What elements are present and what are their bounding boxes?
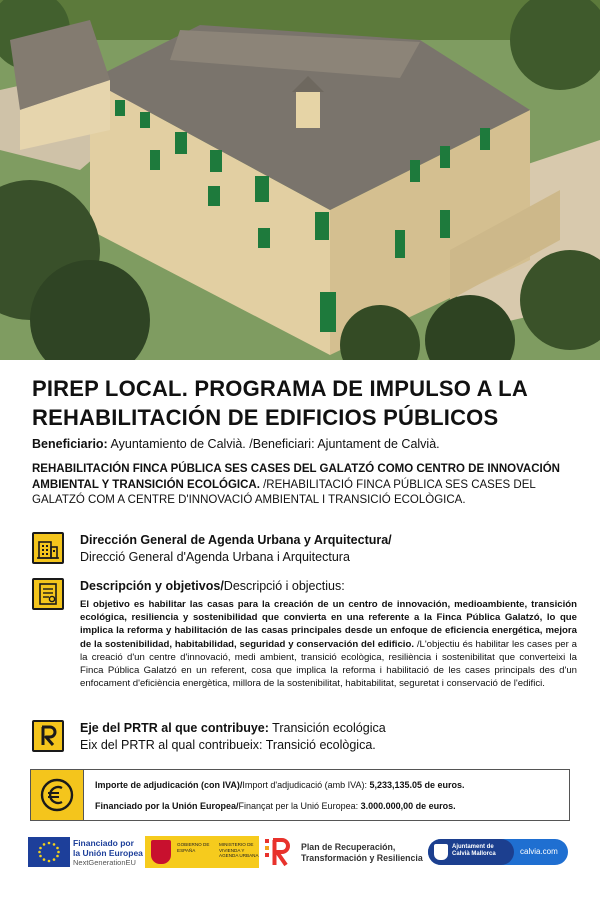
prtr-logo-icon (263, 836, 293, 868)
project-title-catalan: /REHABILITACIÓ FINCA PÚBLICA SES CASES DEL GALATZÓ COM A CENTRE D'INNOVACIÓ AMBIENTAL I TRANSICIÓ ECOLÒGICA. (32, 478, 536, 506)
description-heading-catalan: Descripció i objectius: (223, 579, 345, 593)
direction-catalan: Direcció General d'Agenda Urbana i Arquitectura (80, 550, 350, 564)
aerial-building-illustration (0, 0, 600, 360)
plan-line2: Transformación y Resiliencia (301, 853, 423, 863)
eu-funding-label-catalan: Finançat per la Unió Europea: (238, 801, 361, 811)
gobierno-line2: MINISTERIO DE VIVIENDA Y AGENDA URBANA (219, 842, 259, 858)
calvia-line1: Ajuntament de (452, 844, 494, 850)
prtr-r-icon (32, 720, 64, 752)
beneficiary-label: Beneficiario: (32, 437, 108, 451)
description-text (80, 598, 577, 690)
building-icon (32, 532, 64, 564)
plan-recuperacion-text (301, 842, 423, 864)
description-catalan: /L'objectiu és habilitar les cases per a la creació d'un centre d'innovació, medi ambient, transició ecològica, resiliència i sostenibilitat que converteixi la Finca Pública Galatzó en un referent, cosa que implica la reforma i habilitació de les cases principals des d'un enfocament d'eficiència energètica, millora de la sostenibilitat, habitabilitat, seguretat i conservació de l'edifici. (80, 638, 577, 690)
award-label-catalan: Import d'adjudicació (amb IVA): (242, 780, 370, 790)
prtr-catalan: Eix del PRTR al qual contribueix: Transició ecològica. (80, 738, 376, 752)
funding-box (30, 769, 570, 821)
award-value: 5,233,135.05 de euros. (369, 780, 465, 790)
gobierno-logo (145, 836, 259, 868)
calvia-logo-text (452, 844, 496, 858)
description-heading: Descripción y objetivos/ (80, 579, 224, 593)
calvia-line2: Calvià Mallorca (452, 851, 496, 857)
prtr-section (32, 720, 577, 756)
beneficiary-value: Ayuntamiento de Calvià. (107, 437, 246, 451)
beneficiary-line (32, 436, 577, 452)
award-label: Importe de adjudicación (con IVA)/ (95, 780, 243, 790)
calvia-shield-icon (434, 844, 448, 860)
calvia-url: calvia.com (520, 847, 558, 856)
spain-coat-of-arms-icon (151, 840, 171, 864)
eu-flag-icon (28, 837, 70, 867)
direction-spanish: Dirección General de Agenda Urbana y Arquitectura/ (80, 533, 392, 547)
logo-strip (0, 834, 600, 874)
prtr-label: Eje del PRTR al que contribuye: (80, 721, 269, 735)
prtr-value: Transición ecológica (268, 721, 386, 735)
direction-section (32, 532, 577, 568)
eu-logo-text (73, 838, 143, 868)
eu-funding-value: 3.000.000,00 de euros. (360, 801, 456, 811)
description-spanish: El objetivo es habilitar las casas para la creación de un centro de innovación, medioambiente, transición ecológica, resiliencia y sostenibilidad que convierta en una referente a la Finca Pública Galatzó, lo que implica la reforma y habilitación de las casas principales desde un enfoque de eficiencia energética, mejora de la sostenibilidad, habitabilidad, seguridad y conservación del edificio. (80, 599, 577, 650)
eu-logo-line3: NextGenerationEU (73, 858, 136, 867)
beneficiary-catalan: /Beneficiari: Ajuntament de Calvià. (245, 437, 440, 451)
eu-funding-line (95, 800, 561, 812)
award-amount-line (95, 779, 561, 791)
document-icon (32, 578, 64, 610)
calvia-logo (428, 839, 568, 865)
building-photo (0, 0, 600, 360)
euro-icon (30, 769, 84, 821)
gobierno-line1: GOBIERNO DE ESPAÑA (177, 842, 210, 853)
eu-logo-line1: Financiado por (73, 838, 134, 848)
description-section (32, 578, 577, 712)
eu-logo-line2: la Unión Europea (73, 848, 143, 858)
eu-funding-label: Financiado por la Unión Europea/ (95, 801, 239, 811)
page-title: PIREP LOCAL. PROGRAMA DE IMPULSO A LA REHABILITACIÓN DE EDIFICIOS PÚBLICOS (32, 376, 528, 430)
project-title (32, 462, 577, 509)
plan-line1: Plan de Recuperación, (301, 842, 396, 852)
project-title-spanish: REHABILITACIÓN FINCA PÚBLICA SES CASES DEL GALATZÓ COMO CENTRO DE INNOVACIÓN AMBIENTAL Y TRANSICIÓN ECOLÓGICA. (32, 463, 560, 491)
